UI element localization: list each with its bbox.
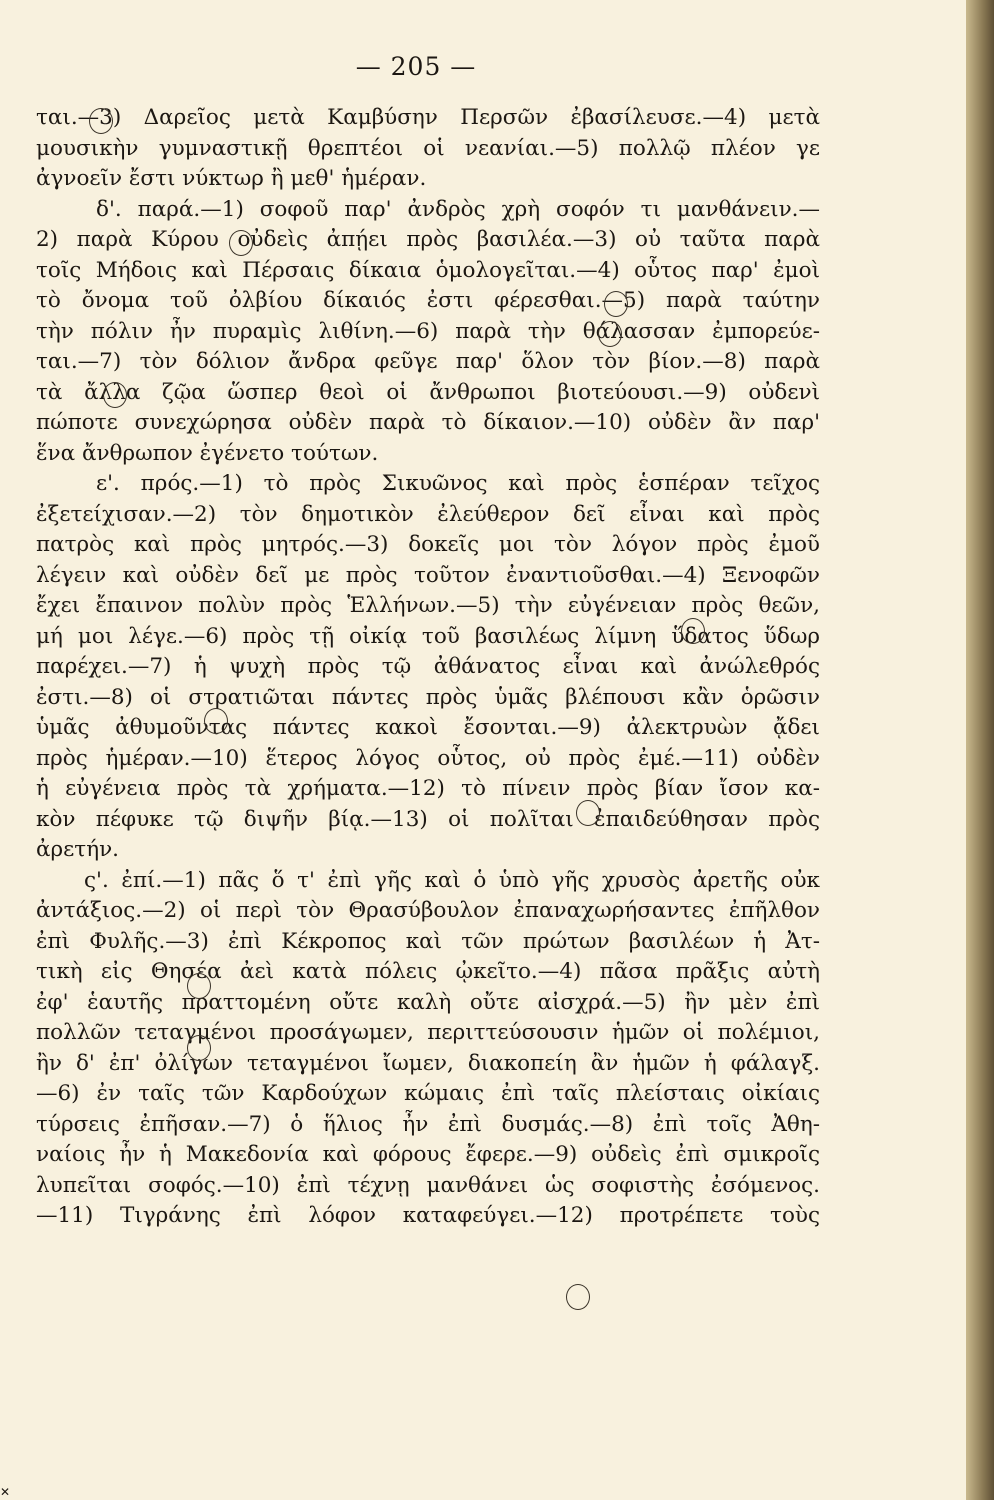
text-line: τύρσεις ἐπῆσαν.—7) ὁ ἥλιος ἦν ἐπὶ δυσμάς.—8) ἐπὶ τοῖς Ἀθη- — [36, 1111, 820, 1137]
text-line: τὰ ἄλλα ζῷα ὥσπερ θεοὶ οἱ ἄνθρωποι βιοτεύουσι.—9) οὐδενὶ — [36, 379, 820, 405]
book-gutter-edge — [966, 0, 994, 1500]
pen-circle-mark — [566, 1284, 590, 1310]
text-line: πολλῶν τεταγμένοι προσάγωμεν, περιττεύσουσιν ἡμῶν οἱ πολέμιοι, — [36, 1020, 820, 1045]
page-number: — 205 — — [355, 52, 477, 81]
pen-circle-mark — [187, 973, 211, 999]
text-line: ἔχει ἔπαινον πολὺν πρὸς Ἑλλήνων.—5) τὴν εὐγένειαν πρὸς θεῶν, — [36, 593, 820, 618]
text-line: ἡ εὐγένεια πρὸς τὰ χρήματα.—12) τὸ πίνειν πρὸς βίαν ἴσον κα- — [36, 776, 820, 801]
text-line: τικὴ εἰς Θησέα ἀεὶ κατὰ πόλεις ᾠκεῖτο.—4) πᾶσα πρᾶξις αὐτὴ — [36, 959, 820, 984]
text-line: ἀρετήν. — [36, 837, 119, 862]
pen-circle-mark — [89, 108, 113, 134]
text-line: δ'. παρά.—1) σοφοῦ παρ' ἀνδρὸς χρὴ σοφόν τι μανθάνειν.— — [96, 196, 820, 222]
text-line: μουσικὴν γυμναστικῇ θρεπτέοι οἱ νεανίαι.—5) πολλῷ πλέον γε — [36, 135, 820, 161]
text-line: ἕνα ἄνθρωπον ἐγένετο τούτων. — [36, 440, 379, 466]
pen-circle-mark — [604, 291, 628, 317]
text-line: ἐξετείχισαν.—2) τὸν δημοτικὸν ἐλεύθερον δεῖ εἶναι καὶ πρὸς — [36, 501, 820, 527]
text-line: ἐφ' ἑαυτῆς πραττομένη οὔτε καλὴ οὔτε αἰσχρά.—5) ἢν μὲν ἐπὶ — [36, 989, 820, 1015]
text-line: λέγειν καὶ οὐδὲν δεῖ με πρὸς τοῦτον ἐναντιοῦσθαι.—4) Ξενοφῶν — [36, 562, 820, 588]
pen-circle-mark — [576, 800, 600, 826]
pen-circle-mark — [103, 382, 127, 408]
text-line: ται.—3) Δαρεῖος μετὰ Καμβύσην Περσῶν ἐβασίλευσε.—4) μετὰ — [36, 105, 820, 130]
text-line: κὸν πέφυκε τῷ διψῆν βίᾳ.—13) οἱ πολῖται ἐπαιδεύθησαν πρὸς — [36, 806, 820, 832]
text-line: ἀγνοεῖν ἔστι νύκτωρ ἢ μεθ' ἡμέραν. — [36, 166, 427, 191]
text-line: —6) ἐν ταῖς τῶν Καρδούχων κώμαις ἐπὶ ταῖς πλείσταις οἰκίαις — [36, 1081, 820, 1106]
text-line: τὸ ὄνομα τοῦ ὀλβίου δίκαιός ἐστι φέρεσθαι.—5) παρὰ ταύτην — [36, 288, 820, 313]
text-line: ἐπὶ Φυλῆς.—3) ἐπὶ Κέκροπος καὶ τῶν πρώτων βασιλέων ἡ Ἀτ- — [36, 928, 820, 954]
text-line: ναίοις ἦν ἡ Μακεδονία καὶ φόρους ἔφερε.—9) οὐδεὶς ἐπὶ σμικροῖς — [36, 1142, 820, 1167]
pen-circle-mark — [598, 321, 622, 347]
text-line: ἀντάξιος.—2) οἱ περὶ τὸν Θρασύβουλον ἐπαναχωρήσαντες ἐπῆλθον — [36, 898, 820, 923]
text-line: πώποτε συνεχώρησα οὐδὲν παρὰ τὸ δίκαιον.—10) οὐδὲν ἂν παρ' — [36, 410, 820, 435]
text-line: ς'. ἐπί.—1) πᾶς ὅ τ' ἐπὶ γῆς καὶ ὁ ὑπὸ γῆς χρυσὸς ἀρετῆς οὐκ — [84, 867, 820, 893]
text-line: τοῖς Μήδοις καὶ Πέρσαις δίκαια ὁμολογεῖται.—4) οὗτος παρ' ἐμοὶ — [36, 257, 820, 283]
text-line: λυπεῖται σοφός.—10) ἐπὶ τέχνῃ μανθάνει ὡς σοφιστὴς ἐσόμενος. — [36, 1172, 820, 1198]
text-line: ται.—7) τὸν δόλιον ἄνδρα φεῦγε παρ' ὅλον τὸν βίον.—8) παρὰ — [36, 349, 820, 374]
pen-circle-mark — [187, 1035, 211, 1061]
text-line: ὑμᾶς ἀθυμοῦντας πάντες κακοὶ ἔσονται.—9) ἀλεκτρυὼν ᾄδει — [36, 715, 820, 740]
text-line: πρὸς ἡμέραν.—10) ἕτερος λόγος οὗτος, οὐ πρὸς ἐμέ.—11) οὐδὲν — [36, 745, 820, 771]
corner-scan-mark: ✕ — [0, 1485, 11, 1499]
text-line: ἐστι.—8) οἱ στρατιῶται πάντες πρὸς ὑμᾶς βλέπουσι κἂν ὁρῶσιν — [36, 684, 820, 710]
text-line: τὴν πόλιν ἦν πυραμὶς λιθίνη.—6) παρὰ τὴν θάλασσαν ἐμπορεύε- — [36, 318, 820, 344]
pen-circle-mark — [681, 618, 705, 644]
text-line: πατρὸς καὶ πρὸς μητρός.—3) δοκεῖς μοι τὸν λόγον πρὸς ἐμοῦ — [36, 532, 820, 557]
page-text-block — [36, 103, 820, 1232]
text-line: 2) παρὰ Κύρου οὐδεὶς ἀπῄει πρὸς βασιλέα.—3) οὐ ταῦτα παρὰ — [36, 227, 820, 252]
text-line: ἢν δ' ἐπ' ὀλίγων τεταγμένοι ἴωμεν, διακοπείη ἂν ἡμῶν ἡ φάλαγξ. — [36, 1050, 820, 1076]
text-line: —11) Τιγράνης ἐπὶ λόφον καταφεύγει.—12) προτρέπετε τοὺς — [36, 1203, 820, 1228]
text-line: μή μοι λέγε.—6) πρὸς τῇ οἰκίᾳ τοῦ βασιλέως λίμνη ὕδατος ὕδωρ — [36, 623, 820, 649]
pen-circle-mark — [229, 230, 253, 256]
text-line: παρέχει.—7) ἡ ψυχὴ πρὸς τῷ ἀθάνατος εἶναι καὶ ἀνώλεθρός — [36, 654, 820, 679]
text-line: ε'. πρός.—1) τὸ πρὸς Σικυῶνος καὶ πρὸς ἑσπέραν τεῖχος — [96, 471, 820, 496]
pen-circle-mark — [204, 708, 228, 734]
